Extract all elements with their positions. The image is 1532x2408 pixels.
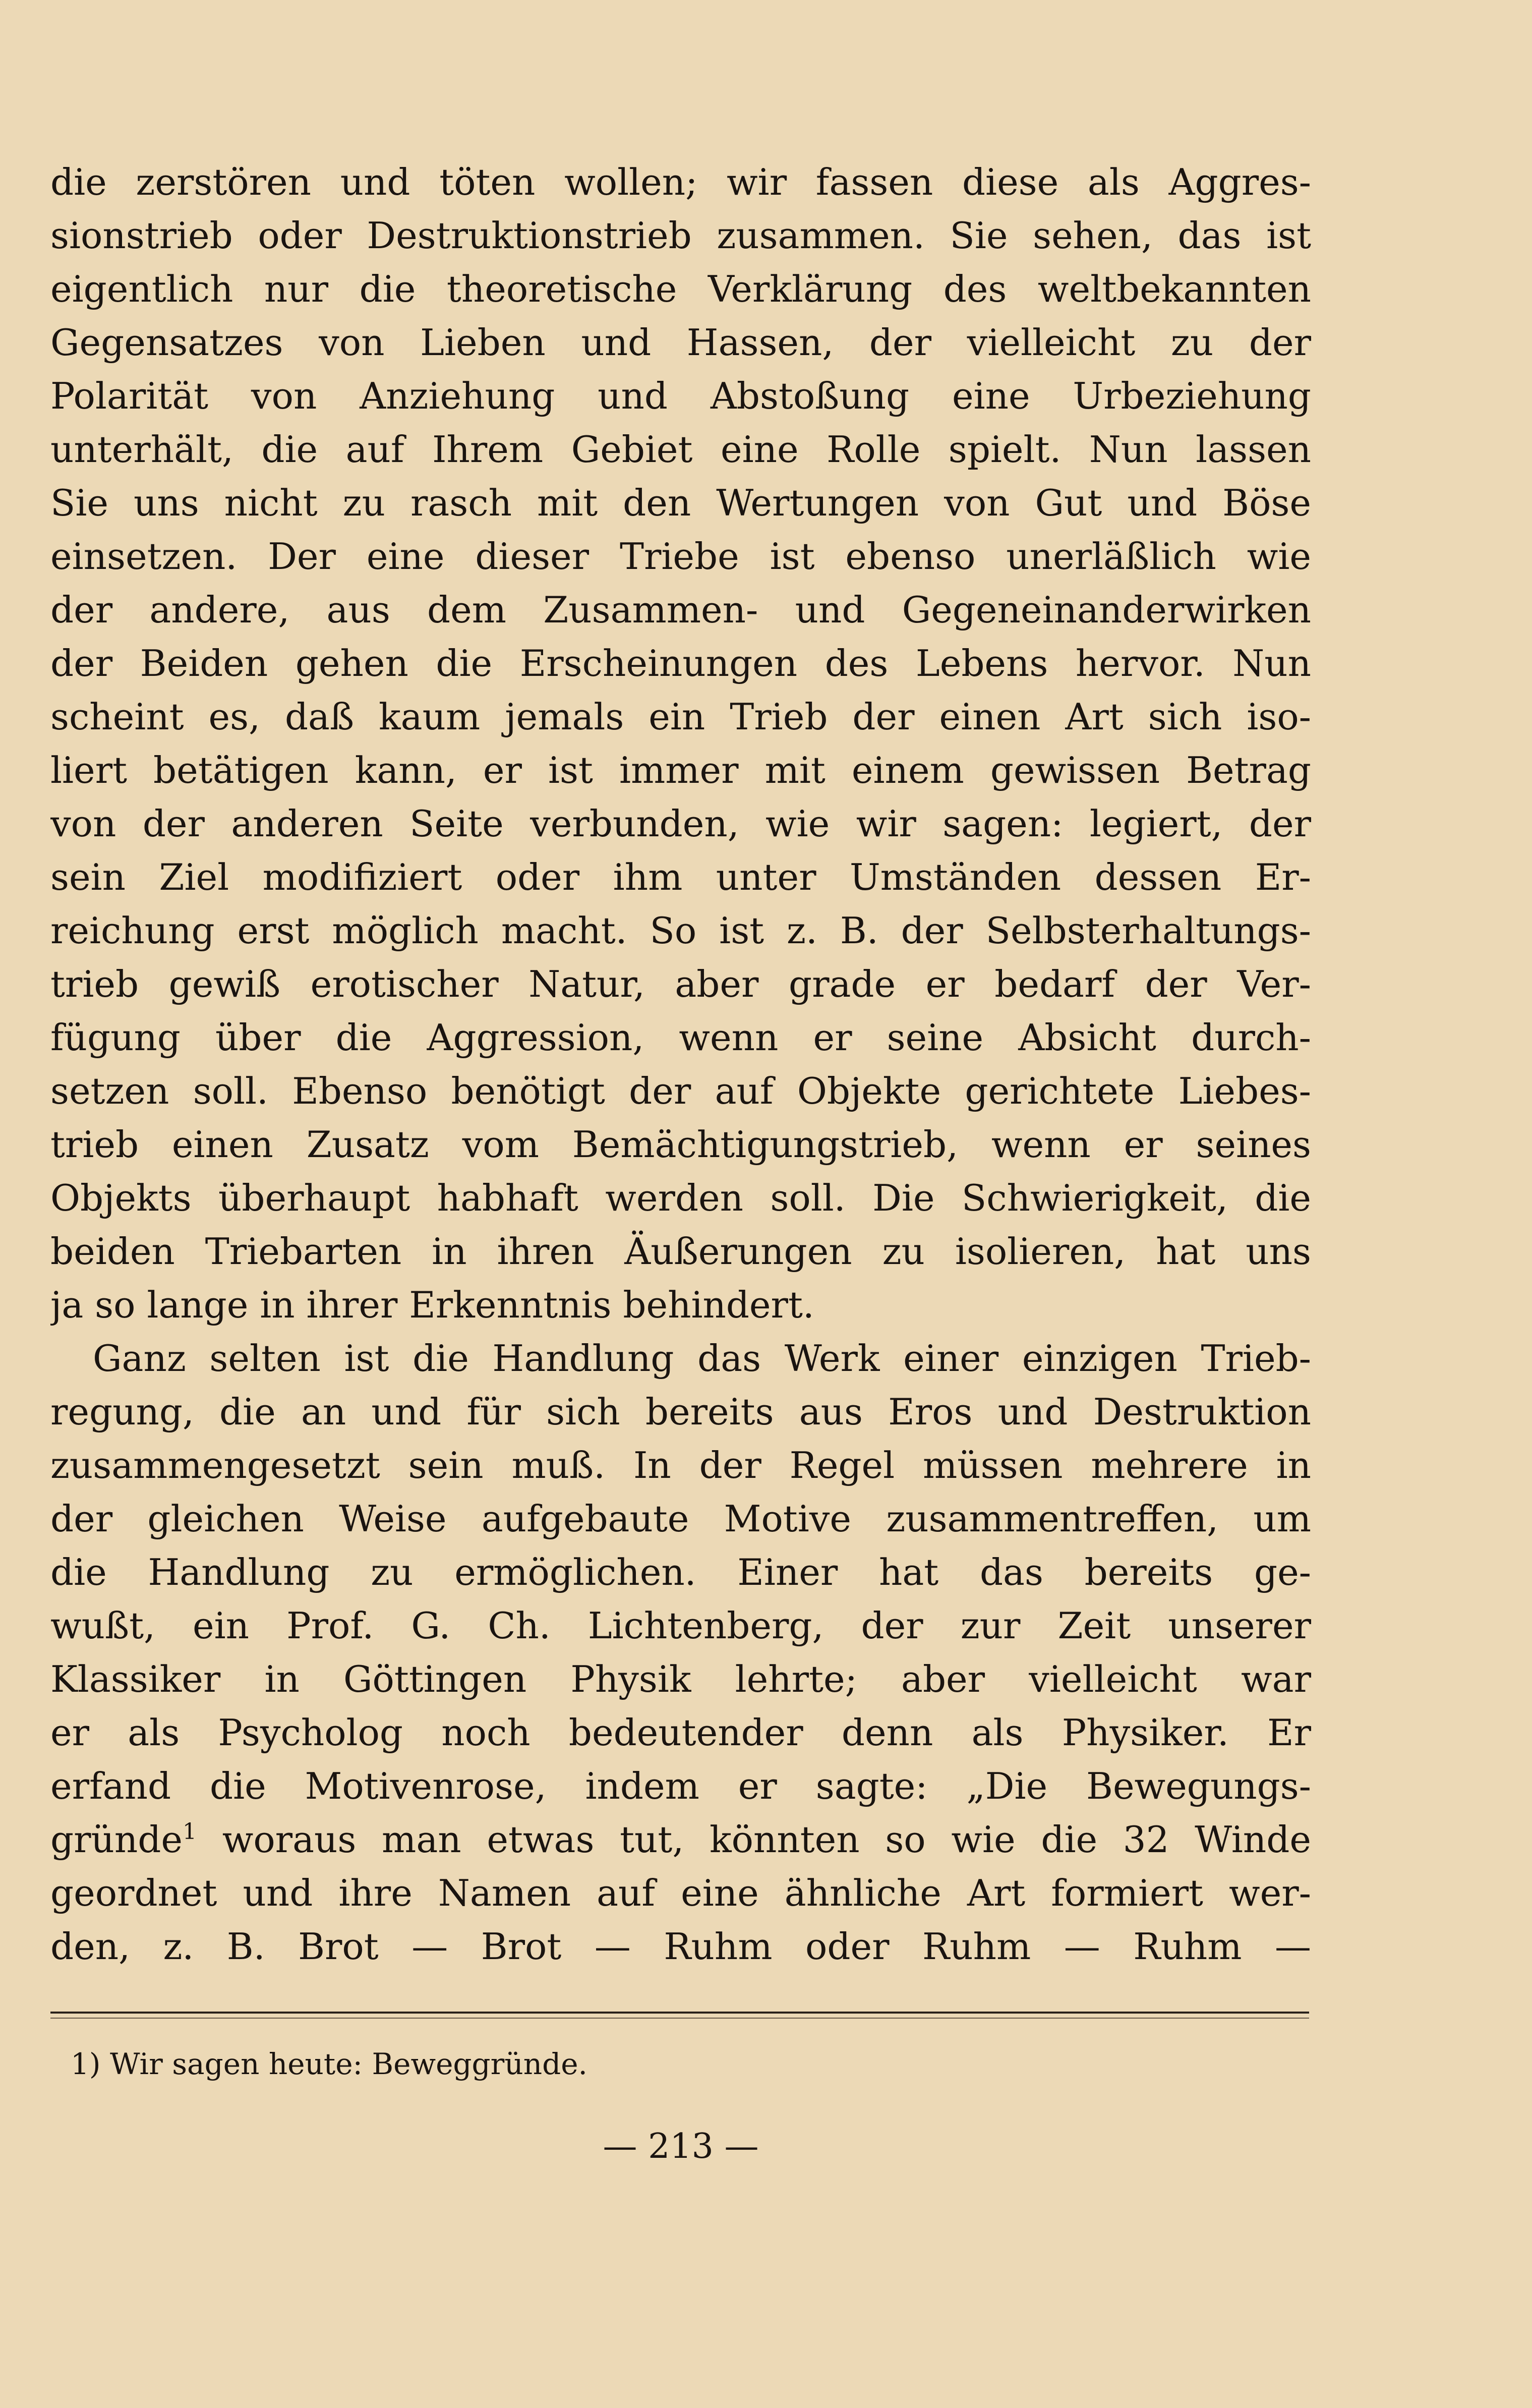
text-line: geordnet und ihre Namen auf eine ähnliche Art formiert wer- <box>50 1872 1311 1914</box>
text-line: Sie uns nicht zu rasch mit den Wertungen von Gut und Böse <box>50 482 1311 524</box>
text-line: die Handlung zu ermöglichen. Einer hat das bereits ge- <box>50 1551 1311 1593</box>
text-line: wußt, ein Prof. G. Ch. Lichtenberg, der zur Zeit unserer <box>50 1604 1311 1647</box>
text-line: er als Psycholog noch bedeutender denn als Physiker. Er <box>50 1711 1311 1754</box>
text-line: trieb gewiß erotischer Natur, aber grade er bedarf der Ver- <box>50 963 1311 1005</box>
footnote-divider-thin <box>50 2018 1309 2019</box>
text-line: regung, die an und für sich bereits aus Eros und Destruktion <box>50 1391 1311 1433</box>
text-line: trieb einen Zusatz vom Bemächtigungstrieb, wenn er seines <box>50 1123 1311 1166</box>
text-line: sionstrieb oder Destruktionstrieb zusammen. Sie sehen, das ist <box>50 214 1311 257</box>
text-line: reichung erst möglich macht. So ist z. B. der Selbsterhaltungs- <box>50 909 1311 952</box>
footnote: 1) Wir sagen heute: Beweggründe. <box>71 2047 587 2081</box>
text-line: beiden Triebarten in ihren Äußerungen zu isolieren, hat uns <box>50 1230 1311 1273</box>
text-line: fügung über die Aggression, wenn er seine Absicht durch- <box>50 1016 1311 1059</box>
text-line: Gegensatzes von Lieben und Hassen, der vielleicht zu der <box>50 321 1311 364</box>
page-number: — 213 — <box>603 2127 759 2166</box>
paragraph-first-line: Ganz selten ist die Handlung das Werk einer einzigen Trieb- <box>93 1337 1311 1380</box>
text-line: scheint es, daß kaum jemals ein Trieb der einen Art sich iso- <box>50 696 1311 738</box>
text-line: Objekts überhaupt habhaft werden soll. Die Schwierigkeit, die <box>50 1177 1311 1219</box>
line-rest: woraus man etwas tut, könnten so wie die 32 Winde <box>222 1818 1311 1861</box>
text-line: eigentlich nur die theoretische Verklärung des weltbekannten <box>50 268 1311 310</box>
text-line: die zerstören und töten wollen; wir fassen diese als Aggres- <box>50 161 1311 203</box>
text-line: der Beiden gehen die Erscheinungen des Lebens hervor. Nun <box>50 642 1311 684</box>
text-line: einsetzen. Der eine dieser Triebe ist ebenso unerläßlich wie <box>50 535 1311 578</box>
text-line: liert betätigen kann, er ist immer mit einem gewissen Betrag <box>50 749 1311 791</box>
text-line: sein Ziel modifiziert oder ihm unter Umständen dessen Er- <box>50 856 1311 898</box>
text-line: zusammengesetzt sein muß. In der Regel müssen mehrere in <box>50 1444 1311 1486</box>
line-prefix: gründe <box>50 1818 183 1861</box>
text-line: den, z. B. Brot — Brot — Ruhm oder Ruhm — Ruhm — <box>50 1925 1311 1968</box>
text-line: von der anderen Seite verbunden, wie wir sagen: legiert, der <box>50 802 1311 845</box>
footnote-reference[interactable]: 1 <box>182 1819 197 1845</box>
text-line: unterhält, die auf Ihrem Gebiet eine Rolle spielt. Nun lassen <box>50 428 1311 471</box>
text-line-with-footnote-ref <box>50 1813 1311 1866</box>
text-line: der andere, aus dem Zusammen- und Gegeneinanderwirken <box>50 589 1311 631</box>
text-line: Klassiker in Göttingen Physik lehrte; aber vielleicht war <box>50 1658 1311 1700</box>
text-line: erfand die Motivenrose, indem er sagte: „Die Bewegungs- <box>50 1765 1311 1807</box>
text-line: Polarität von Anziehung und Abstoßung eine Urbeziehung <box>50 375 1311 417</box>
footnote-divider <box>50 2012 1309 2014</box>
text-line: ja so lange in ihrer Erkenntnis behindert. <box>50 1284 814 1326</box>
text-line: der gleichen Weise aufgebaute Motive zusammentreffen, um <box>50 1498 1311 1540</box>
body-text <box>50 155 1311 1973</box>
text-line: setzen soll. Ebenso benötigt der auf Objekte gerichtete Liebes- <box>50 1070 1311 1112</box>
